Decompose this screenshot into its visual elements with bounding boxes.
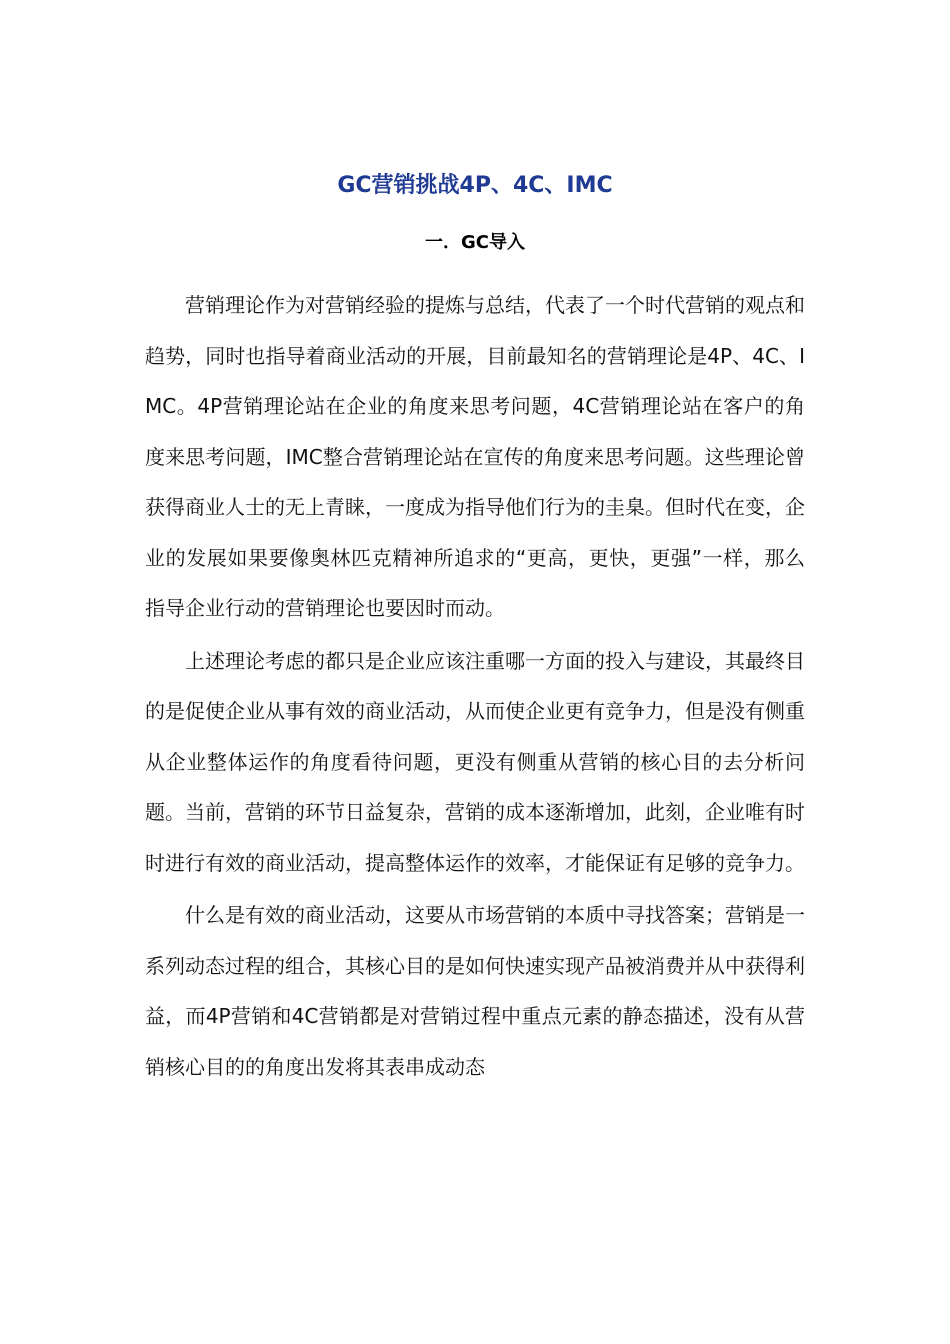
section-heading: 一．GC导入 bbox=[425, 232, 525, 253]
paragraph-1: 营销理论作为对营销经验的提炼与总结，代表了一个时代营销的观点和趋势，同时也指导着商业活动的开展，目前最知名的营销理论是4P、4C、IMC。4P营销理论站在企业的角度来思考问题，4C营销理论站在客户的角度来思考问题，IMC整合营销理论站在宣传的角度来思考问题。这些理论曾获得商业人士的无上青睐，一度成为指导他们行为的圭臬。但时代在变，企业的发展如果要像奥林匹克精神所追求的“更高，更快，更强”一样，那么指导企业行动的营销理论也要因时而动。 bbox=[145, 293, 805, 620]
paragraph-2: 上述理论考虑的都只是企业应该注重哪一方面的投入与建设，其最终目的是促使企业从事有效的商业活动，从而使企业更有竞争力，但是没有侧重从企业整体运作的角度看待问题，更没有侧重从营销的核心目的去分析问题。当前，营销的环节日益复杂，营销的成本逐渐增加，此刻，企业唯有时时进行有效的商业活动，提高整体运作的效率，才能保证有足够的竞争力。 bbox=[145, 648, 805, 875]
paragraph-3: 什么是有效的商业活动，这要从市场营销的本质中寻找答案；营销是一系列动态过程的组合，其核心目的是如何快速实现产品被消费并从中获得利益，而4P营销和4C营销都是对营销过程中重点元素的静态描述，没有从营销核心目的的角度出发将其表串成动态 bbox=[145, 903, 805, 1079]
document-body bbox=[145, 280, 805, 1092]
document-title: GC营销挑战4P、4C、IMC bbox=[337, 173, 613, 198]
